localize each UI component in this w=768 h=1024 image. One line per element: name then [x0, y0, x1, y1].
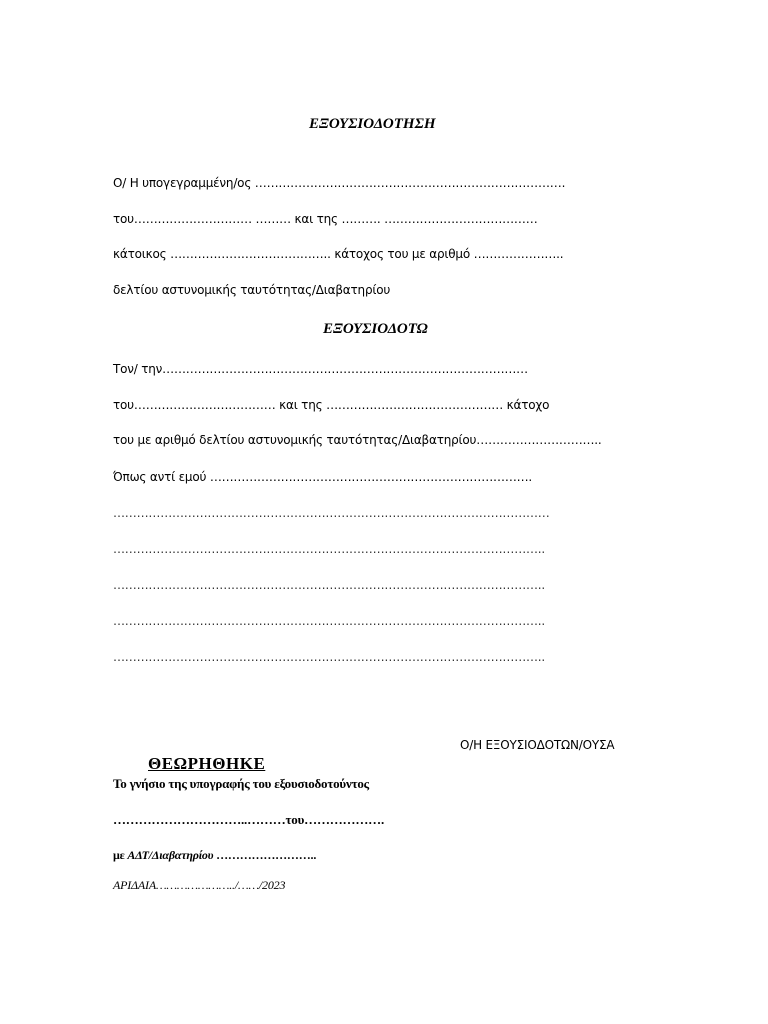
place-date-line: ΑΡΙΔΑΙΑ…………………../……/2023: [113, 878, 286, 892]
section-subtitle: ΕΞΟΥΣΙΟΔΟΤΩ: [323, 321, 428, 337]
certified-heading: ΘΕΩΡΗΘΗΚΕ: [148, 754, 266, 773]
blank-line: ………………………………………………………………………………………………..: [113, 578, 546, 592]
authorizer-id-line: δελτίου αστυνομικής ταυτότητας/Διαβατηρίου: [113, 283, 391, 297]
cert-id-dots: ……………………..: [213, 848, 317, 862]
authorizer-name-line: Ο/ Η υπογεγραμμένη/ος …………………………………………………………………….: [113, 176, 566, 190]
blank-line: ………………………………………………………………………………………………..: [113, 650, 546, 664]
blank-line: ………………………………………………………………………………………………..: [113, 614, 546, 628]
authorizer-residence-line: κάτοικος ………………………………….. κάτοχος του με αριθμό …………………..: [113, 247, 564, 261]
blank-line: …………………………………………………………………………………………………: [113, 506, 550, 520]
authorized-parents-line: του……………………………… και της ……………………………………… κάτοχο: [113, 398, 550, 412]
certification-id-line: [113, 848, 316, 863]
document-title: ΕΞΟΥΣΙΟΔΟΤΗΣΗ: [309, 116, 436, 132]
certification-name-line: …………………………..………του……………….: [113, 812, 384, 827]
cert-id-prefix: με: [113, 848, 128, 862]
authorized-name-line: Τον/ την…………………………………………………………………………………: [113, 362, 528, 376]
cert-id-type: ΑΔΤ/Διαβατηρίου: [127, 848, 214, 862]
purpose-line: Όπως αντί εμού ……………………………………………………………………….: [113, 470, 533, 484]
signatory-label: Ο/Η ΕΞΟΥΣΙΟΔΟΤΩΝ/ΟΥΣΑ: [460, 738, 615, 752]
certification-text: Το γνήσιο της υπογραφής του εξουσιοδοτούντος: [113, 776, 369, 791]
authorized-id-line: του με αριθμό δελτίου αστυνομικής ταυτότητας/Διαβατηρίου…………………………..: [113, 433, 602, 447]
blank-line: ………………………………………………………………………………………………..: [113, 542, 546, 556]
authorizer-parents-line: του………………………… ……… και της ………. …………………………………: [113, 212, 538, 226]
